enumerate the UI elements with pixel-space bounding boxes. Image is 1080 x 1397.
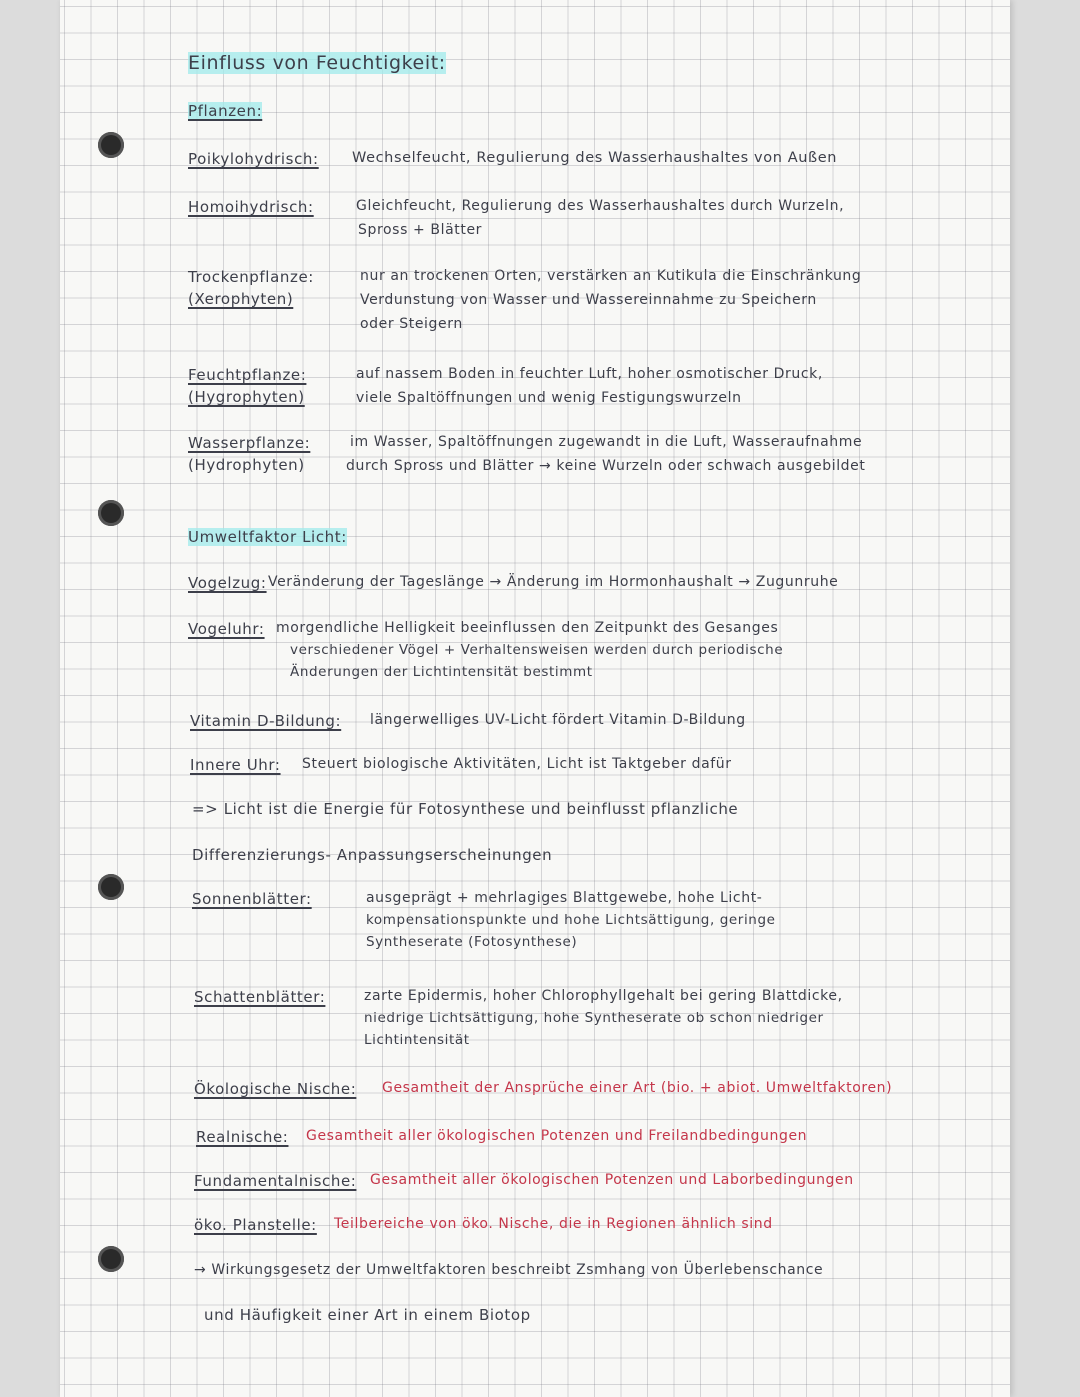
def-realnische: Gesamtheit aller ökologischen Potenzen und Freilandbedingungen: [306, 1128, 808, 1144]
punch-hole: [98, 500, 124, 526]
def-feuchtpflanze-line2: viele Spaltöffnungen und wenig Festigungswurzeln: [356, 390, 742, 406]
term-hygrophyten: (Hygrophyten): [188, 388, 305, 406]
term-vitamin-d: Vitamin D-Bildung:: [190, 712, 342, 730]
term-fundamentalnische: Fundamentalnische:: [194, 1172, 357, 1190]
term-vogeluhr: Vogeluhr:: [188, 620, 265, 638]
def-vogeluhr-line1: morgendliche Helligkeit beeinflussen den Zeitpunkt des Gesanges: [276, 620, 779, 636]
term-trockenpflanze: Trockenpflanze:: [188, 268, 314, 286]
def-vogeluhr-line2: verschiedener Vögel + Verhaltensweisen werden durch periodische: [290, 642, 784, 658]
def-trockenpflanze-line3: oder Steigern: [360, 316, 463, 332]
def-oekologische-nische: Gesamtheit der Ansprüche einer Art (bio. + abiot. Umweltfaktoren): [382, 1080, 893, 1096]
def-sonnenblaetter-line1: ausgeprägt + mehrlagiges Blattgewebe, hohe Licht-: [366, 890, 763, 906]
term-oekologische-nische: Ökologische Nische:: [194, 1080, 357, 1098]
def-trockenpflanze-line2: Verdunstung von Wasser und Wassereinnahme zu Speichern: [360, 292, 817, 308]
wirkungsgesetz-line1: → Wirkungsgesetz der Umweltfaktoren beschreibt Zsmhang von Überlebenschance: [194, 1262, 824, 1278]
def-trockenpflanze-line1: nur an trockenen Orten, verstärken an Kutikula die Einschränkung: [360, 268, 862, 284]
punch-hole: [98, 1246, 124, 1272]
def-vogelzug: Veränderung der Tageslänge → Änderung im Hormonhaushalt → Zugunruhe: [268, 574, 839, 590]
term-wasserpflanze: Wasserpflanze:: [188, 434, 311, 452]
def-homoiohydrisch-line2: Spross + Blätter: [358, 222, 483, 238]
energie-line2: Differenzierungs- Anpassungserscheinungen: [192, 846, 553, 864]
def-sonnenblaetter-line3: Syntheserate (Fotosynthese): [366, 934, 578, 950]
note-title: Einfluss von Feuchtigkeit:: [188, 52, 446, 74]
term-oeko-planstelle: öko. Planstelle:: [194, 1216, 317, 1234]
def-innere-uhr: Steuert biologische Aktivitäten, Licht ist Taktgeber dafür: [302, 756, 732, 772]
def-sonnenblaetter-line2: kompensationspunkte und hohe Lichtsättigung, geringe: [366, 912, 776, 928]
term-schattenblaetter: Schattenblätter:: [194, 988, 326, 1006]
term-feuchtpflanze: Feuchtpflanze:: [188, 366, 307, 384]
plants-heading: Pflanzen:: [188, 102, 263, 120]
def-fundamentalnische: Gesamtheit aller ökologischen Potenzen und Laborbedingungen: [370, 1172, 854, 1188]
def-schattenblaetter-line2: niedrige Lichtsättigung, hohe Syntheserate ob schon niedriger: [364, 1010, 824, 1026]
punch-hole: [98, 874, 124, 900]
term-vogelzug: Vogelzug:: [188, 574, 267, 592]
term-innere-uhr: Innere Uhr:: [190, 756, 281, 774]
def-vitamin-d: längerwelliges UV-Licht fördert Vitamin D-Bildung: [370, 712, 746, 728]
energie-line1: => Licht ist die Energie für Fotosynthese und beinflusst pflanzliche: [192, 800, 739, 818]
def-schattenblaetter-line3: Lichtintensität: [364, 1032, 470, 1048]
term-hydrophyten: (Hydrophyten): [188, 456, 305, 474]
def-schattenblaetter-line1: zarte Epidermis, hoher Chlorophyllgehalt bei gering Blattdicke,: [364, 988, 843, 1004]
licht-heading: Umweltfaktor Licht:: [188, 528, 347, 546]
def-wasserpflanze-line1: im Wasser, Spaltöffnungen zugewandt in die Luft, Wasseraufnahme: [350, 434, 863, 450]
term-xerophyten: (Xerophyten): [188, 290, 294, 308]
def-vogeluhr-line3: Änderungen der Lichtintensität bestimmt: [290, 664, 593, 680]
def-homoiohydrisch-line1: Gleichfeucht, Regulierung des Wasserhaushaltes durch Wurzeln,: [356, 198, 845, 214]
def-wasserpflanze-line2: durch Spross und Blätter → keine Wurzeln oder schwach ausgebildet: [346, 458, 866, 474]
def-oeko-planstelle: Teilbereiche von öko. Nische, die in Regionen ähnlich sind: [334, 1216, 773, 1232]
def-poikilohydrisch: Wechselfeucht, Regulierung des Wasserhaushaltes von Außen: [352, 150, 838, 166]
term-poikilohydrisch: Poikylohydrisch:: [188, 150, 319, 168]
term-homoiohydrisch: Homoihydrisch:: [188, 198, 314, 216]
punch-hole: [98, 132, 124, 158]
term-realnische: Realnische:: [196, 1128, 289, 1146]
term-sonnenblaetter: Sonnenblätter:: [192, 890, 312, 908]
def-feuchtpflanze-line1: auf nassem Boden in feuchter Luft, hoher osmotischer Druck,: [356, 366, 823, 382]
wirkungsgesetz-line2: und Häufigkeit einer Art in einem Biotop: [204, 1306, 531, 1324]
